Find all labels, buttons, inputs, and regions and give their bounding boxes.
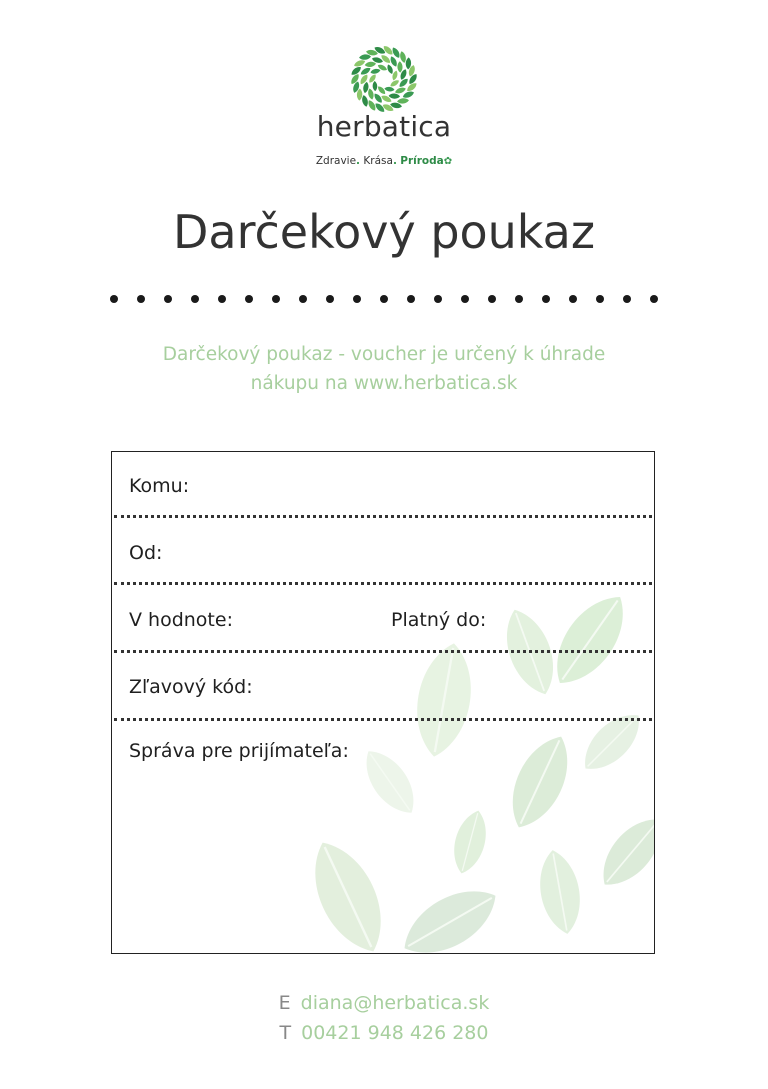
logo-leaf bbox=[373, 92, 384, 104]
background-leaf bbox=[393, 875, 508, 953]
background-leaf bbox=[590, 807, 654, 897]
separator-dot bbox=[191, 295, 199, 303]
intro-text bbox=[0, 340, 768, 398]
separator-dot bbox=[380, 295, 388, 303]
value-line bbox=[114, 650, 652, 653]
logo-leaf bbox=[407, 73, 418, 86]
tagline-part-beauty: Krása bbox=[363, 155, 393, 167]
logo-leaf bbox=[370, 68, 381, 75]
dotted-separator bbox=[110, 292, 658, 306]
separator-dot bbox=[542, 295, 550, 303]
to-line bbox=[114, 515, 652, 518]
value-label: V hodnote: bbox=[129, 609, 233, 631]
separator-dot bbox=[407, 295, 415, 303]
separator-dot bbox=[218, 295, 226, 303]
tagline-part-health: Zdravie bbox=[315, 155, 357, 167]
logo-leaf bbox=[353, 59, 366, 69]
logo-leaf bbox=[384, 86, 395, 92]
discount-code-line bbox=[114, 718, 652, 721]
logo-leaf bbox=[361, 94, 369, 107]
logo-leaf bbox=[389, 79, 400, 88]
background-leaf bbox=[541, 583, 640, 696]
separator-dot bbox=[434, 295, 442, 303]
logo-leaf bbox=[394, 86, 406, 95]
logo-leaf bbox=[357, 89, 363, 101]
to-label: Komu: bbox=[129, 475, 190, 497]
background-leaf bbox=[447, 807, 492, 877]
background-leaf bbox=[298, 831, 398, 953]
logo-leaf bbox=[386, 64, 394, 75]
background-leaf bbox=[534, 847, 586, 937]
discount-code-label: Zľavový kód: bbox=[129, 676, 253, 698]
separator-dot bbox=[326, 295, 334, 303]
logo-leaf bbox=[380, 53, 392, 64]
separator-dot bbox=[110, 295, 118, 303]
separator-dot bbox=[515, 295, 523, 303]
separator-dot bbox=[569, 295, 577, 303]
logo-leaf bbox=[376, 85, 386, 96]
separator-dot bbox=[164, 295, 172, 303]
background-leaf bbox=[355, 742, 426, 823]
intro-line-2: nákupu na www.herbatica.sk bbox=[250, 373, 518, 394]
separator-dot bbox=[596, 295, 604, 303]
logo-leaf bbox=[397, 98, 409, 105]
leaves-background bbox=[112, 452, 654, 953]
separator-dot bbox=[488, 295, 496, 303]
separator-dot bbox=[353, 295, 361, 303]
page-title: Darčekový poukaz bbox=[173, 205, 595, 259]
logo-leaf bbox=[359, 66, 371, 76]
logo-leaf bbox=[349, 73, 360, 86]
separator-dot bbox=[650, 295, 658, 303]
small-leaf-icon: ✿ bbox=[443, 156, 453, 167]
brand-tagline: Zdravie. Krása. Príroda✿ bbox=[315, 155, 453, 167]
contact-email bbox=[0, 992, 768, 1014]
background-leaf bbox=[409, 639, 480, 761]
voucher-form-box bbox=[111, 451, 655, 954]
separator-dot bbox=[245, 295, 253, 303]
background-leaf bbox=[574, 704, 651, 781]
logo-leaf bbox=[398, 77, 410, 89]
logo-leaf bbox=[359, 54, 371, 61]
brand-name: herbatica bbox=[316, 110, 452, 143]
message-label: Správa pre prijímateľa: bbox=[129, 740, 349, 762]
leaf-wreath-icon bbox=[349, 44, 419, 114]
intro-line-1: Darčekový poukaz - voucher je určený k úhrade bbox=[162, 344, 606, 365]
background-leaf bbox=[498, 727, 581, 837]
logo-leaf bbox=[364, 61, 376, 68]
logo-leaf bbox=[388, 93, 400, 99]
separator-dot bbox=[623, 295, 631, 303]
email-value: diana@herbatica.sk bbox=[300, 992, 490, 1014]
logo-leaf bbox=[372, 81, 377, 91]
tagline-part-nature: Príroda bbox=[400, 155, 444, 167]
contact-phone bbox=[0, 1022, 768, 1044]
logo-leaf bbox=[397, 61, 403, 73]
separator-dot bbox=[137, 295, 145, 303]
logo-leaf bbox=[367, 88, 375, 100]
separator-dot bbox=[299, 295, 307, 303]
from-label: Od: bbox=[129, 542, 163, 564]
valid-until-label: Platný do: bbox=[391, 609, 487, 631]
from-line bbox=[114, 582, 652, 585]
email-key: E bbox=[278, 992, 291, 1014]
separator-dot bbox=[461, 295, 469, 303]
logo-leaf bbox=[405, 57, 411, 69]
separator-dot bbox=[272, 295, 280, 303]
phone-key: T bbox=[279, 1022, 292, 1044]
phone-value: 00421 948 426 280 bbox=[301, 1022, 489, 1044]
